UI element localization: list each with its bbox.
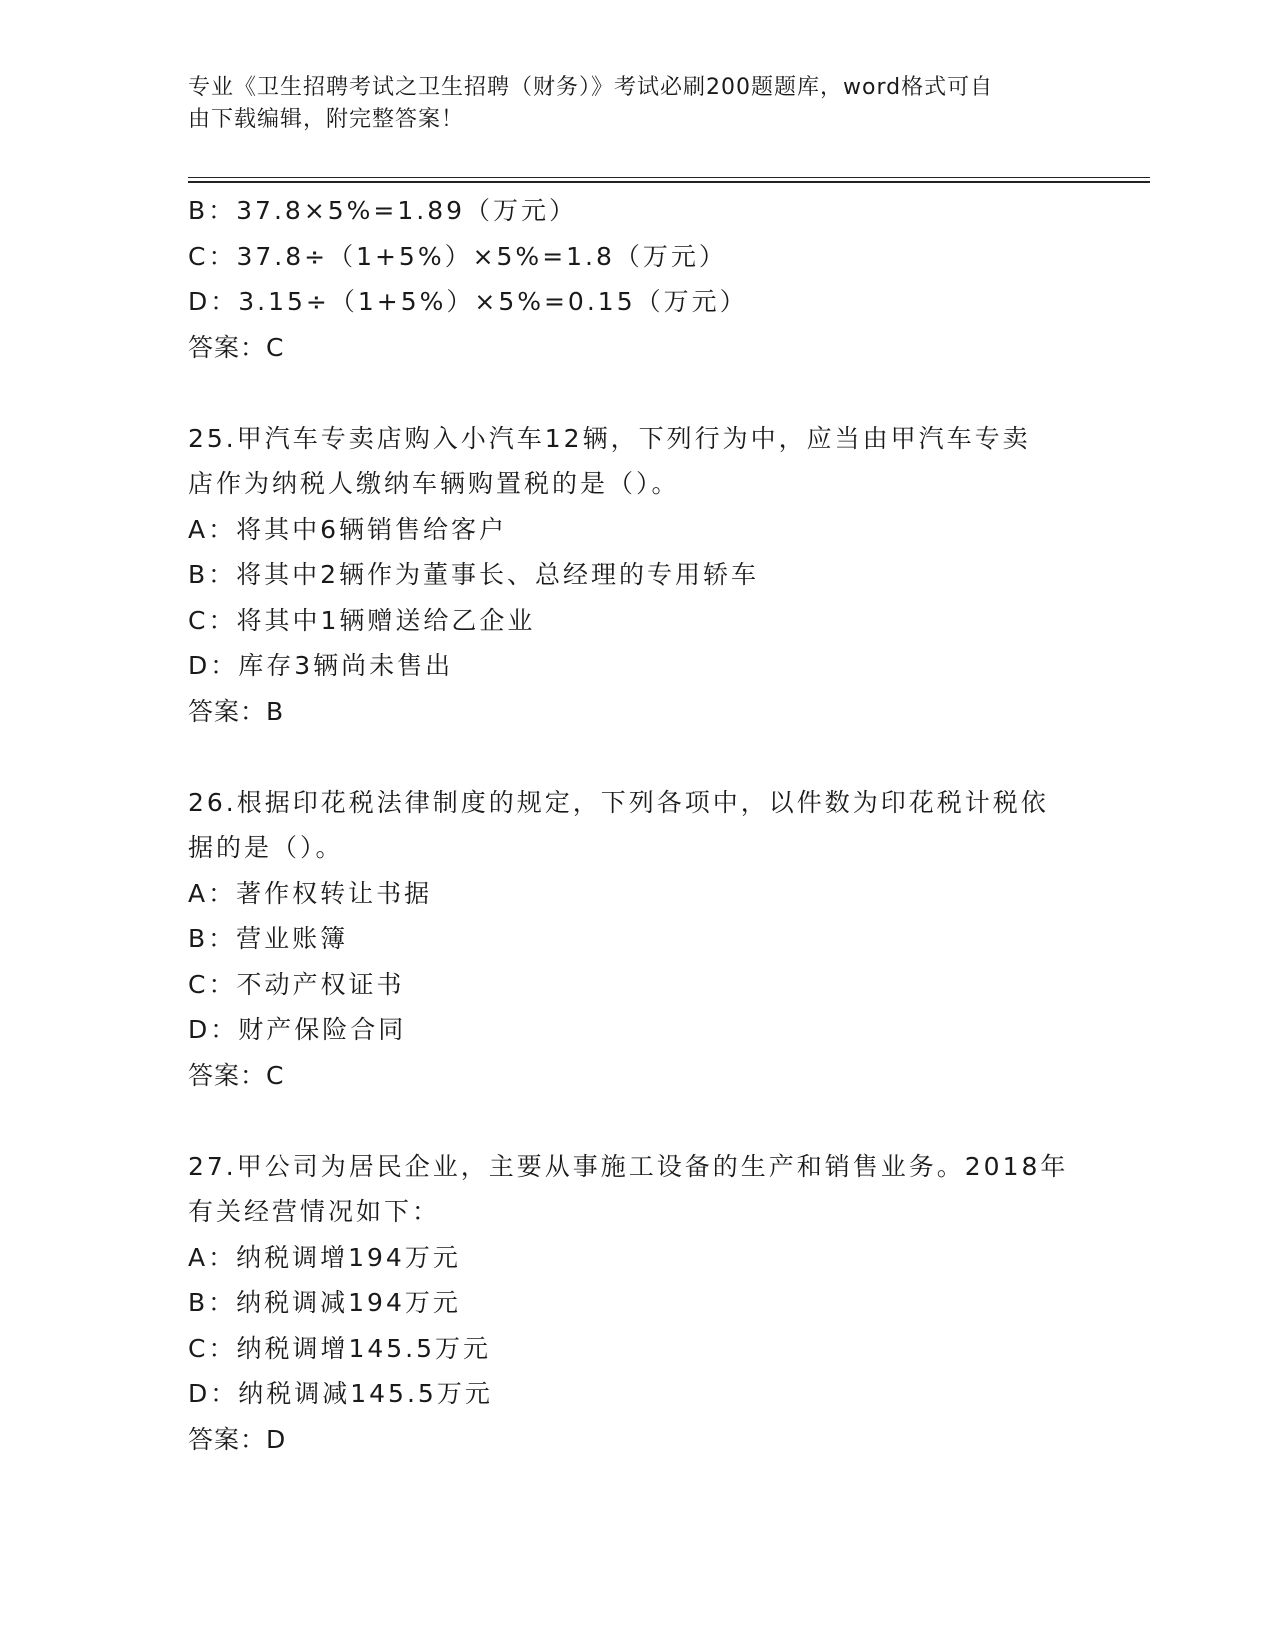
option-b: B：将其中2辆作为董事长、总经理的专用轿车 bbox=[188, 560, 760, 589]
answer: 答案：C bbox=[188, 332, 285, 362]
question-text-line-1: 25.甲汽车专卖店购入小汽车12辆，下列行为中，应当由甲汽车专卖 bbox=[188, 423, 1031, 453]
question-text-line-2: 店作为纳税人缴纳车辆购置税的是（）。 bbox=[188, 469, 680, 498]
spacer bbox=[188, 734, 1088, 780]
document-header bbox=[188, 72, 1088, 136]
question-27 bbox=[188, 1144, 1088, 1463]
header-line-2: 由下载编辑，附完整答案！ bbox=[188, 107, 465, 132]
header-divider-thin bbox=[188, 177, 1150, 178]
option-a: A：纳税调增194万元 bbox=[188, 1242, 461, 1272]
question-24 bbox=[188, 188, 1088, 370]
question-25 bbox=[188, 416, 1088, 735]
header-divider-thick bbox=[188, 181, 1150, 183]
question-text-line-2: 据的是（）。 bbox=[188, 833, 344, 862]
answer: 答案：B bbox=[188, 696, 285, 726]
option-c: C：不动产权证书 bbox=[188, 969, 405, 999]
option-c: C：纳税调增145.5万元 bbox=[188, 1333, 492, 1363]
spacer bbox=[188, 370, 1088, 416]
option-d: D：财产保险合同 bbox=[188, 1015, 407, 1044]
option-c: C：将其中1辆赠送给乙企业 bbox=[188, 605, 536, 635]
question-26 bbox=[188, 780, 1088, 1099]
header-line-1: 专业《卫生招聘考试之卫生招聘（财务）》考试必刷200题题库，word格式可自 bbox=[188, 75, 994, 100]
option-c: C：37.8÷（1+5%）×5%=1.8（万元） bbox=[188, 241, 727, 271]
option-d: D：3.15÷（1+5%）×5%=0.15（万元） bbox=[188, 287, 748, 316]
question-text-line-1: 26.根据印花税法律制度的规定，下列各项中，以件数为印花税计税依 bbox=[188, 787, 1049, 817]
answer: 答案：C bbox=[188, 1060, 285, 1090]
option-b: B：营业账簿 bbox=[188, 924, 349, 953]
question-text-line-2: 有关经营情况如下： bbox=[188, 1197, 441, 1226]
option-b: B：纳税调减194万元 bbox=[188, 1288, 461, 1317]
question-text-line-1: 27.甲公司为居民企业，主要从事施工设备的生产和销售业务。2018年 bbox=[188, 1151, 1069, 1181]
option-a: A：将其中6辆销售给客户 bbox=[188, 514, 508, 544]
option-d: D：库存3辆尚未售出 bbox=[188, 651, 454, 680]
option-b: B：37.8×5%=1.89（万元） bbox=[188, 196, 578, 225]
document-body bbox=[188, 188, 1088, 1462]
option-d: D：纳税调减145.5万元 bbox=[188, 1379, 493, 1408]
option-a: A：著作权转让书据 bbox=[188, 878, 433, 908]
answer: 答案：D bbox=[188, 1424, 287, 1454]
spacer bbox=[188, 1098, 1088, 1144]
